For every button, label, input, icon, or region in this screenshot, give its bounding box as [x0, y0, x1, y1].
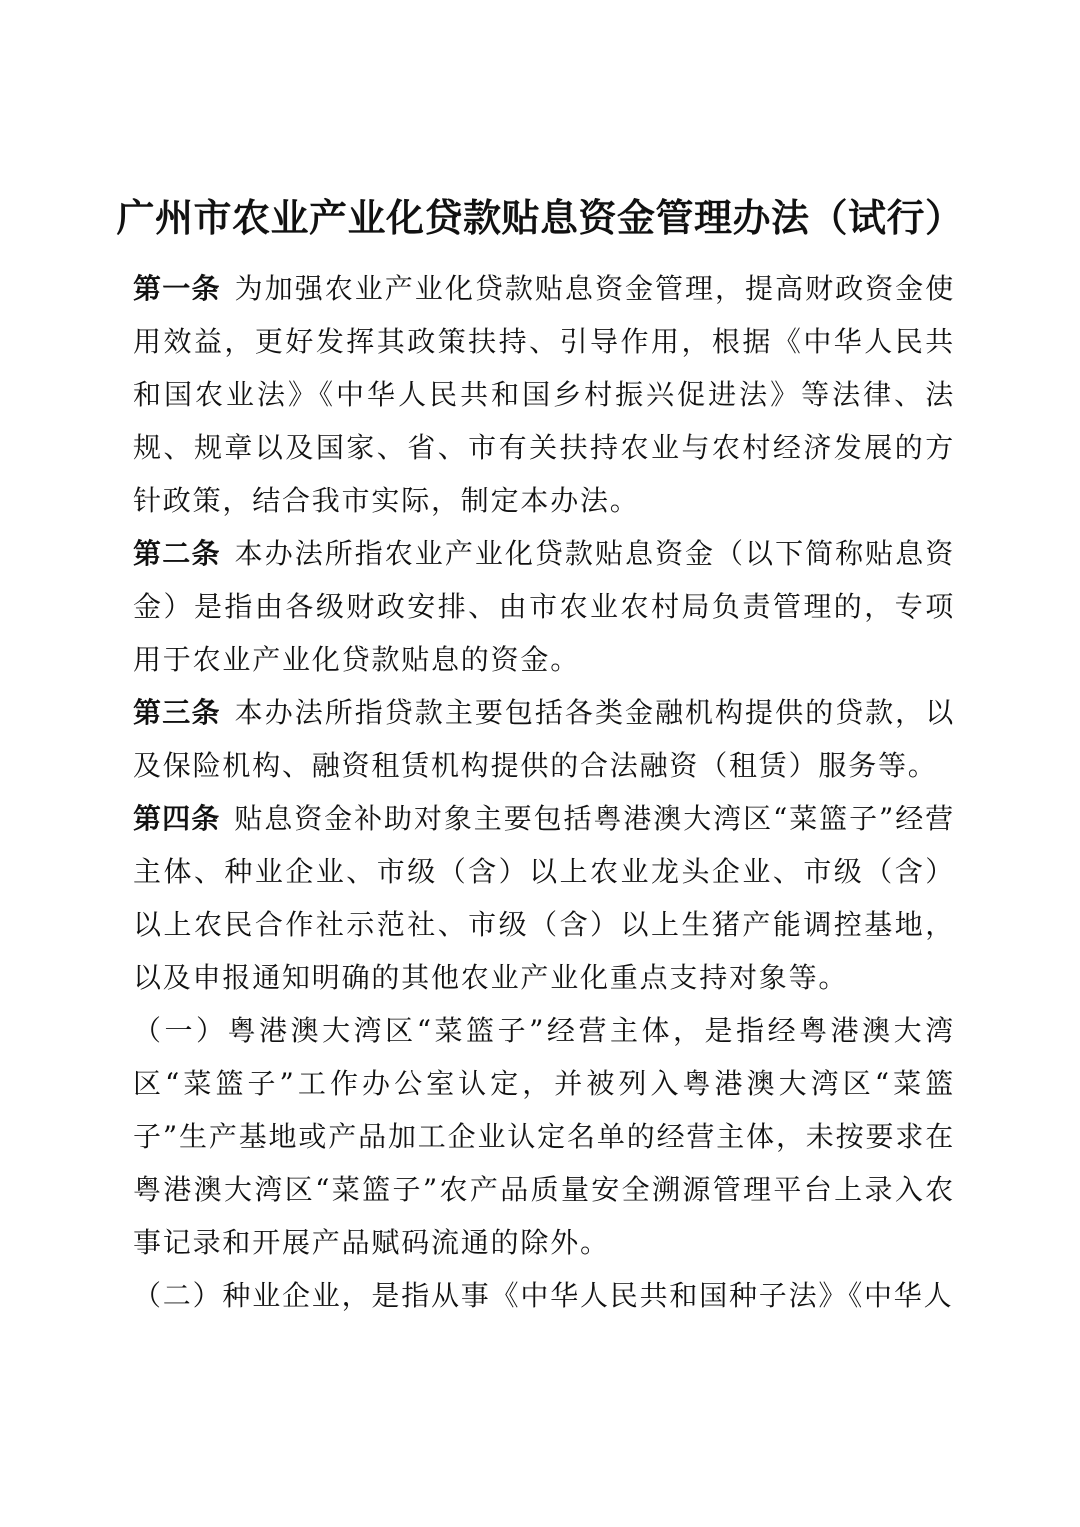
article-1 [133, 262, 955, 527]
article-3 [133, 686, 955, 792]
item-text: （一）粤港澳大湾区“菜篮子”经营主体，是指经粤港澳大湾区“菜篮子”工作办公室认定，并被列入粤港澳大湾区“菜篮子”生产基地或产品加工企业认定名单的经营主体，未按要求在粤港澳大湾区“菜篮子”农产品质量安全溯源管理平台上录入农事记录和开展产品赋码流通的除外。 [133, 1014, 955, 1259]
article-text: 本办法所指贷款主要包括各类金融机构提供的贷款，以及保险机构、融资租赁机构提供的合法融资（租赁）服务等。 [133, 696, 955, 782]
article-number: 第二条 [133, 537, 221, 570]
item-text: （二）种业企业，是指从事《中华人民共和国种子法》《中华人 [133, 1279, 954, 1312]
item-1 [133, 1004, 955, 1269]
article-2 [133, 527, 955, 686]
article-number: 第一条 [133, 272, 221, 305]
document-body [133, 262, 955, 1322]
article-text: 贴息资金补助对象主要包括粤港澳大湾区“菜篮子”经营主体、种业企业、市级（含）以上农业龙头企业、市级（含）以上农民合作社示范社、市级（含）以上生猪产能调控基地，以及申报通知明确的其他农业产业化重点支持对象等。 [133, 802, 955, 994]
item-2 [133, 1269, 955, 1322]
document-title: 广州市农业产业化贷款贴息资金管理办法（试行） [116, 196, 964, 240]
article-number: 第三条 [133, 696, 221, 729]
article-4 [133, 792, 955, 1004]
article-text: 本办法所指农业产业化贷款贴息资金（以下简称贴息资金）是指由各级财政安排、由市农业农村局负责管理的，专项用于农业产业化贷款贴息的资金。 [133, 537, 955, 676]
article-text: 为加强农业产业化贷款贴息资金管理，提高财政资金使用效益，更好发挥其政策扶持、引导作用，根据《中华人民共和国农业法》《中华人民共和国乡村振兴促进法》等法律、法规、规章以及国家、省、市有关扶持农业与农村经济发展的方针政策，结合我市实际，制定本办法。 [133, 272, 955, 517]
article-number: 第四条 [133, 802, 221, 835]
